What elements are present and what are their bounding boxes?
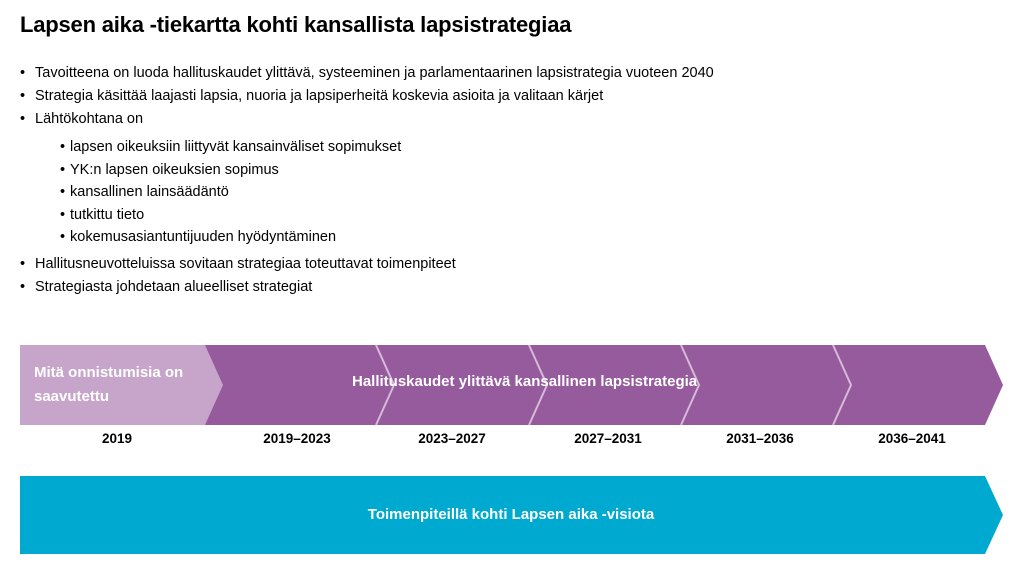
sub-bullet-item — [20, 227, 1000, 250]
bullet-text: Strategiasta johdetaan alueelliset strategiat — [35, 278, 313, 295]
bullet-marker: • — [20, 255, 26, 272]
timeline-years — [20, 431, 1010, 451]
bullet-item — [20, 86, 1000, 109]
year-label: 2019–2023 — [263, 431, 331, 446]
bullet-marker: • — [20, 65, 26, 81]
bullet-list — [20, 63, 1000, 300]
timeline-main-label: Hallituskaudet ylittävä kansallinen lapsistrategia — [352, 373, 698, 390]
sub-bullet-marker: • — [60, 139, 66, 155]
year-label: 2023–2027 — [418, 431, 486, 446]
sub-bullet-text: lapsen oikeuksiin liittyvät kansainväliset sopimukset — [70, 139, 402, 155]
page-title: Lapsen aika -tiekartta kohti kansallista lapsistrategiaa — [20, 12, 572, 37]
year-label: 2019 — [101, 431, 133, 446]
bullet-text: Tavoitteena on luoda hallituskaudet ylittävä, systeeminen ja parlamentaarinen lapsistrategia vuoteen 2040 — [35, 65, 714, 81]
sub-bullet-marker: • — [60, 184, 66, 200]
bullet-marker: • — [20, 111, 26, 127]
bullet-marker: • — [20, 278, 26, 295]
timeline-arrow — [20, 345, 1010, 425]
sub-bullet-marker: • — [60, 206, 66, 223]
sub-bullet-item — [20, 182, 1000, 205]
sub-bullet-item — [20, 160, 1000, 183]
sub-bullet-list — [20, 137, 1000, 250]
bullet-text: Hallitusneuvotteluissa sovitaan strategiaa toteuttavat toimenpiteet — [35, 255, 456, 272]
bullet-marker: • — [20, 88, 26, 104]
bullet-item — [20, 109, 1000, 132]
bottom-arrow-label: Toimenpiteillä kohti Lapsen aika -visiota — [367, 506, 655, 523]
year-label: 2036–2041 — [878, 431, 946, 446]
timeline-first-label: Mitä onnistumisia on saavutettu — [34, 364, 184, 405]
year-label: 2027–2031 — [574, 431, 642, 446]
bullet-item — [20, 63, 1000, 86]
sub-bullet-text: kokemusasiantuntijuuden hyödyntäminen — [70, 229, 337, 245]
sub-bullet-text: kansallinen lainsäädäntö — [70, 184, 229, 200]
sub-bullet-text: YK:n lapsen oikeuksien sopimus — [70, 161, 279, 178]
bullet-item — [20, 277, 1000, 300]
sub-bullet-marker: • — [60, 229, 66, 245]
sub-bullet-item — [20, 137, 1000, 160]
bullet-text: Lähtökohtana on — [35, 111, 144, 127]
year-label: 2031–2036 — [726, 431, 794, 446]
sub-bullet-marker: • — [60, 161, 66, 178]
bullet-text: Strategia käsittää laajasti lapsia, nuoria ja lapsiperheitä koskevia asioita ja valitaan kärjet — [35, 88, 604, 104]
bullet-item — [20, 254, 1000, 277]
bottom-arrow — [20, 476, 1010, 554]
sub-bullet-item — [20, 205, 1000, 228]
sub-bullet-text: tutkittu tieto — [70, 206, 145, 223]
